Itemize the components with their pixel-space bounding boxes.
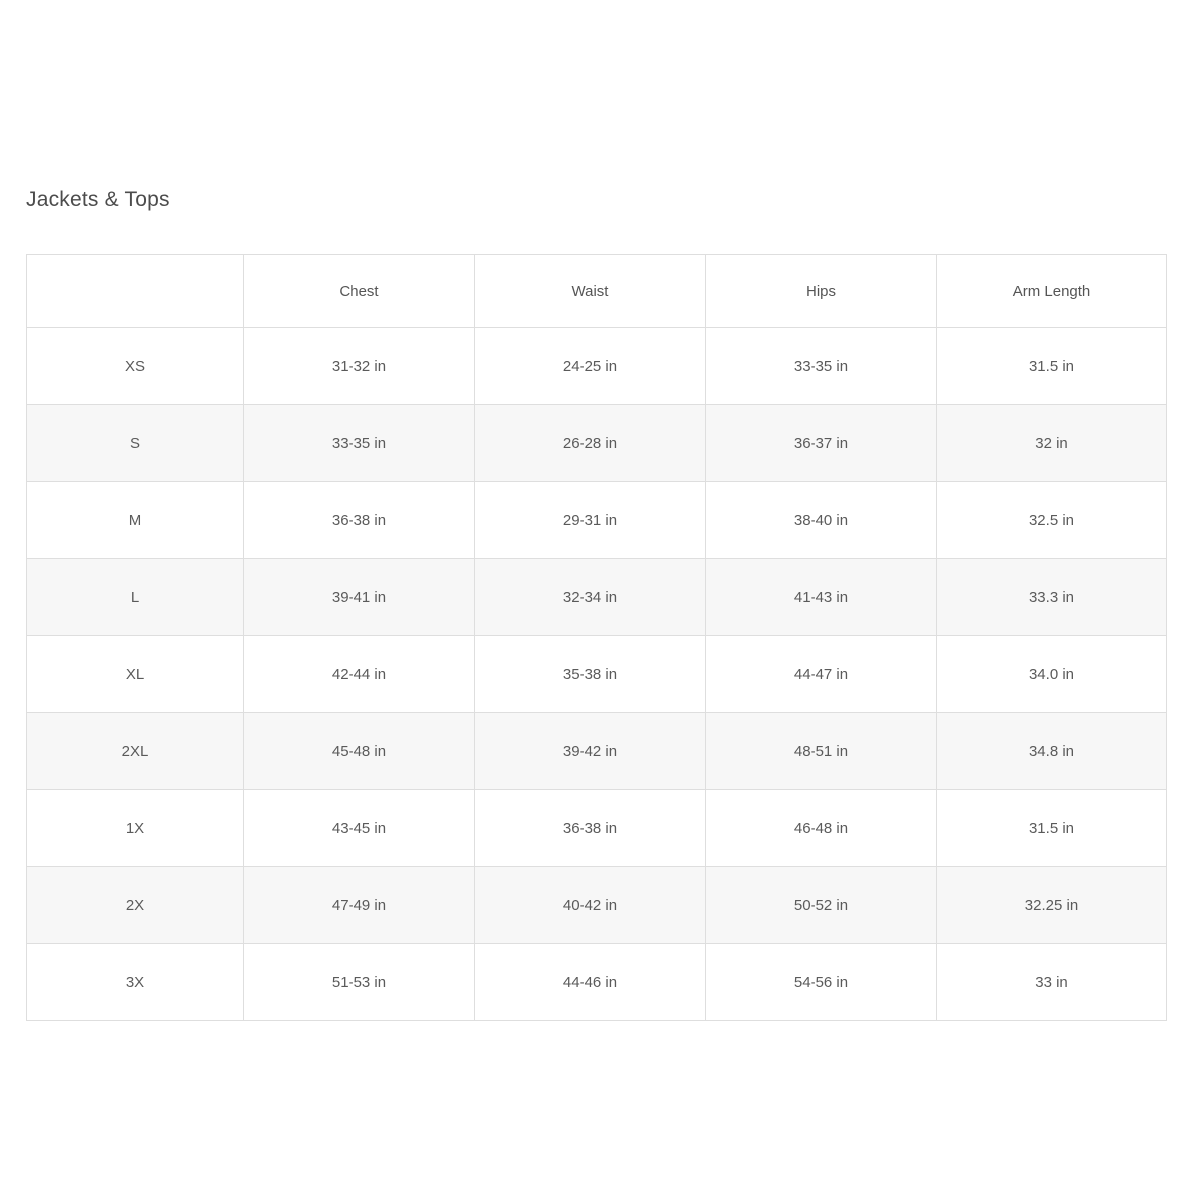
cell-size: L — [27, 559, 244, 636]
cell-chest: 47-49 in — [244, 867, 475, 944]
cell-waist: 40-42 in — [475, 867, 706, 944]
table-header-chest: Chest — [244, 255, 475, 328]
cell-hips: 48-51 in — [706, 713, 937, 790]
table-header-row — [27, 255, 1167, 328]
cell-hips: 36-37 in — [706, 405, 937, 482]
cell-arm-length: 31.5 in — [937, 328, 1167, 405]
cell-arm-length: 34.0 in — [937, 636, 1167, 713]
table-row — [27, 559, 1167, 636]
cell-arm-length: 34.8 in — [937, 713, 1167, 790]
cell-waist: 39-42 in — [475, 713, 706, 790]
cell-size: XL — [27, 636, 244, 713]
cell-arm-length: 32.25 in — [937, 867, 1167, 944]
cell-chest: 33-35 in — [244, 405, 475, 482]
cell-size: 2XL — [27, 713, 244, 790]
table-row — [27, 636, 1167, 713]
cell-chest: 36-38 in — [244, 482, 475, 559]
table-header-hips: Hips — [706, 255, 937, 328]
cell-waist: 26-28 in — [475, 405, 706, 482]
cell-size: 2X — [27, 867, 244, 944]
table-row — [27, 790, 1167, 867]
cell-chest: 43-45 in — [244, 790, 475, 867]
cell-chest: 51-53 in — [244, 944, 475, 1021]
cell-arm-length: 33.3 in — [937, 559, 1167, 636]
cell-waist: 44-46 in — [475, 944, 706, 1021]
cell-hips: 38-40 in — [706, 482, 937, 559]
cell-chest: 31-32 in — [244, 328, 475, 405]
cell-waist: 29-31 in — [475, 482, 706, 559]
cell-waist: 24-25 in — [475, 328, 706, 405]
cell-hips: 50-52 in — [706, 867, 937, 944]
cell-arm-length: 31.5 in — [937, 790, 1167, 867]
cell-chest: 42-44 in — [244, 636, 475, 713]
size-chart-table — [26, 254, 1167, 1021]
cell-arm-length: 32 in — [937, 405, 1167, 482]
table-row — [27, 405, 1167, 482]
cell-hips: 54-56 in — [706, 944, 937, 1021]
cell-waist: 32-34 in — [475, 559, 706, 636]
cell-size: XS — [27, 328, 244, 405]
table-row — [27, 328, 1167, 405]
table-header-waist: Waist — [475, 255, 706, 328]
cell-waist: 35-38 in — [475, 636, 706, 713]
table-row — [27, 944, 1167, 1021]
cell-waist: 36-38 in — [475, 790, 706, 867]
cell-arm-length: 33 in — [937, 944, 1167, 1021]
page-title: Jackets & Tops — [26, 188, 170, 211]
cell-chest: 39-41 in — [244, 559, 475, 636]
cell-arm-length: 32.5 in — [937, 482, 1167, 559]
cell-size: 1X — [27, 790, 244, 867]
table-row — [27, 867, 1167, 944]
table-row — [27, 713, 1167, 790]
cell-chest: 45-48 in — [244, 713, 475, 790]
table-header-arm-length: Arm Length — [937, 255, 1167, 328]
cell-hips: 41-43 in — [706, 559, 937, 636]
table-header-corner — [27, 255, 244, 328]
cell-hips: 46-48 in — [706, 790, 937, 867]
cell-size: M — [27, 482, 244, 559]
table-row — [27, 482, 1167, 559]
cell-hips: 44-47 in — [706, 636, 937, 713]
cell-size: 3X — [27, 944, 244, 1021]
cell-size: S — [27, 405, 244, 482]
cell-hips: 33-35 in — [706, 328, 937, 405]
